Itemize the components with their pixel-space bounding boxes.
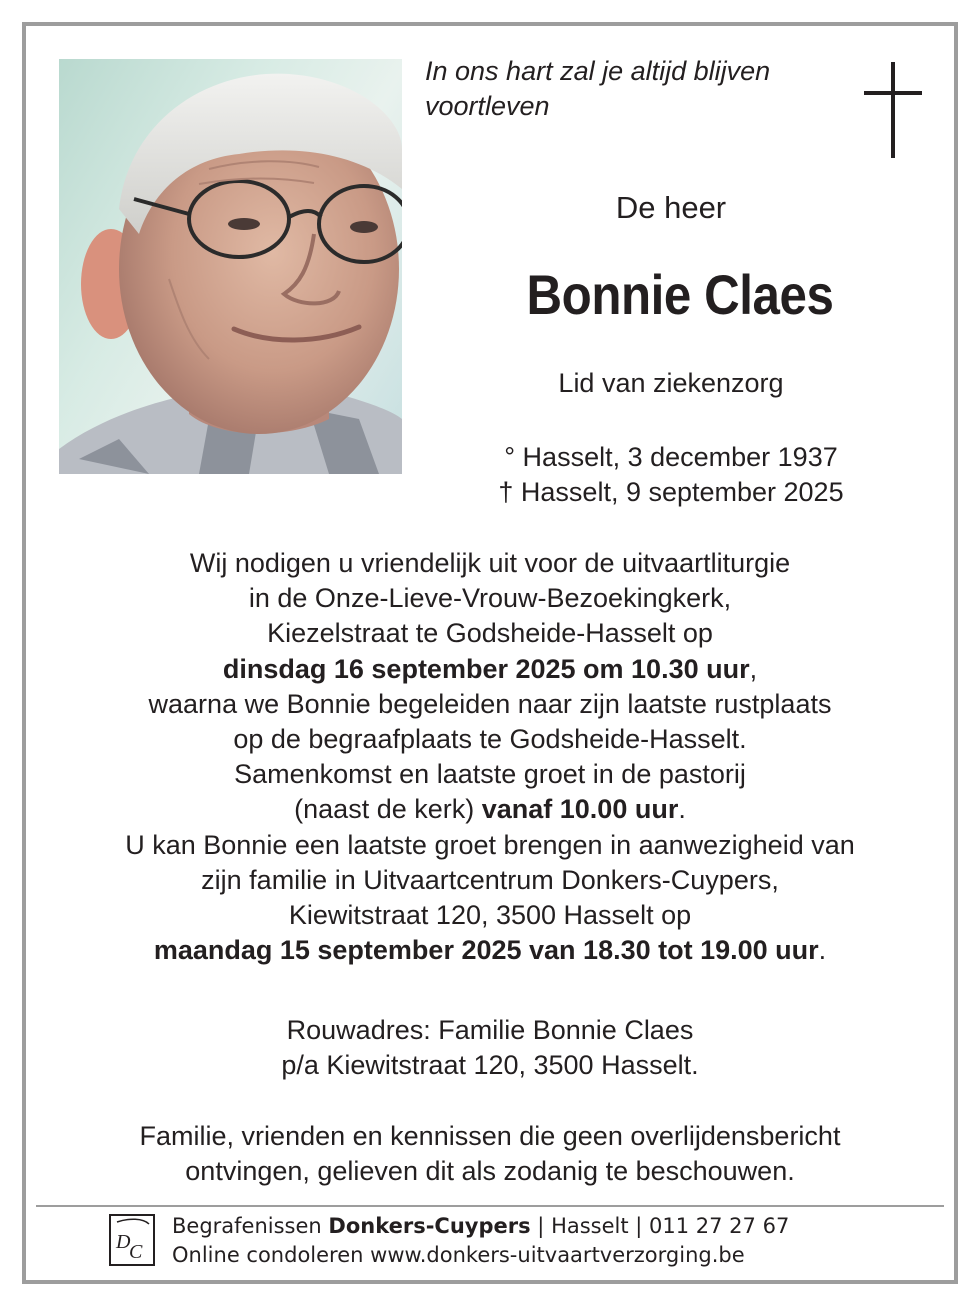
closing-line: Familie, vrienden en kennissen die geen overlijdensbericht (139, 1121, 841, 1151)
footer-separator: | (530, 1214, 552, 1238)
motto-quote (425, 54, 845, 124)
punctuation: , (749, 653, 758, 684)
invitation-line: Kiezelstraat te Godsheide-Hasselt op (267, 618, 713, 649)
footer-separator: | (628, 1214, 650, 1238)
death-date: † Hasselt, 9 september 2025 (498, 477, 844, 507)
address-line: Rouwadres: Familie Bonnie Claes (286, 1015, 694, 1045)
funeral-datetime: dinsdag 16 september 2025 om 10.30 uur (222, 653, 750, 684)
company-city: Hasselt (551, 1214, 629, 1238)
invitation-line: Samenkomst en laatste groet in de pastorij (234, 759, 746, 790)
gathering-time: vanaf 10.00 uur (481, 794, 679, 825)
funeral-invitation (40, 546, 940, 968)
funeral-home-line (172, 1212, 892, 1241)
invitation-line: zijn familie in Uitvaartcentrum Donkers-Cuypers, (201, 864, 779, 895)
company-name: Donkers-Cuypers (328, 1214, 531, 1238)
invitation-line: Wij nodigen u vriendelijk uit voor de uitvaartliturgie (189, 548, 791, 578)
footer-divider (36, 1205, 944, 1207)
cross-icon (864, 62, 922, 158)
life-dates (420, 440, 922, 510)
mourning-address (40, 1013, 940, 1083)
funeral-home-footer (172, 1212, 892, 1270)
closing-note (40, 1119, 940, 1189)
deceased-name: Bonnie Claes (526, 263, 834, 326)
closing-line: ontvingen, gelieven dit als zodanig te beschouwen. (185, 1156, 795, 1186)
footer-text: Begrafenissen (172, 1214, 329, 1238)
address-line: p/a Kiewitstraat 120, 3500 Hasselt. (281, 1050, 699, 1080)
invitation-line: op de begraafplaats te Godsheide-Hasselt. (233, 724, 747, 755)
invitation-line: U kan Bonnie een laatste groet brengen in aanwezigheid van (125, 829, 855, 860)
invitation-line: Kiewitstraat 120, 3500 Hasselt op (288, 900, 692, 931)
funeral-home-logo-icon (109, 1214, 155, 1266)
invitation-line (40, 933, 940, 968)
svg-text:C: C (129, 1241, 143, 1263)
condolence-label: Online condoleren (172, 1243, 371, 1267)
invitation-line: in de Onze-Lieve-Vrouw-Bezoekingkerk, (248, 583, 732, 614)
website-link[interactable]: www.donkers-uitvaartverzorging.be (370, 1243, 745, 1267)
portrait-photo (59, 59, 402, 474)
farewell-datetime: maandag 15 september 2025 van 18.30 tot 19.00 uur (153, 935, 819, 966)
membership: Lid van ziekenzorg (558, 368, 784, 398)
birth-date: ° Hasselt, 3 december 1937 (504, 442, 838, 472)
invitation-line (40, 792, 940, 827)
invitation-line (40, 652, 940, 687)
punctuation: . (818, 935, 827, 966)
invitation-line: waarna we Bonnie begeleiden naar zijn laatste rustplaats (148, 688, 832, 719)
svg-text:D: D (116, 1231, 131, 1253)
punctuation: . (678, 794, 686, 825)
salutation: De heer (615, 190, 727, 225)
motto-line-2: voortleven (425, 91, 550, 121)
motto-line-1: In ons hart zal je altijd blijven (425, 56, 771, 86)
condolence-line (172, 1241, 892, 1270)
invitation-text: (naast de kerk) (294, 794, 482, 825)
company-phone: 011 27 27 67 (649, 1214, 790, 1238)
